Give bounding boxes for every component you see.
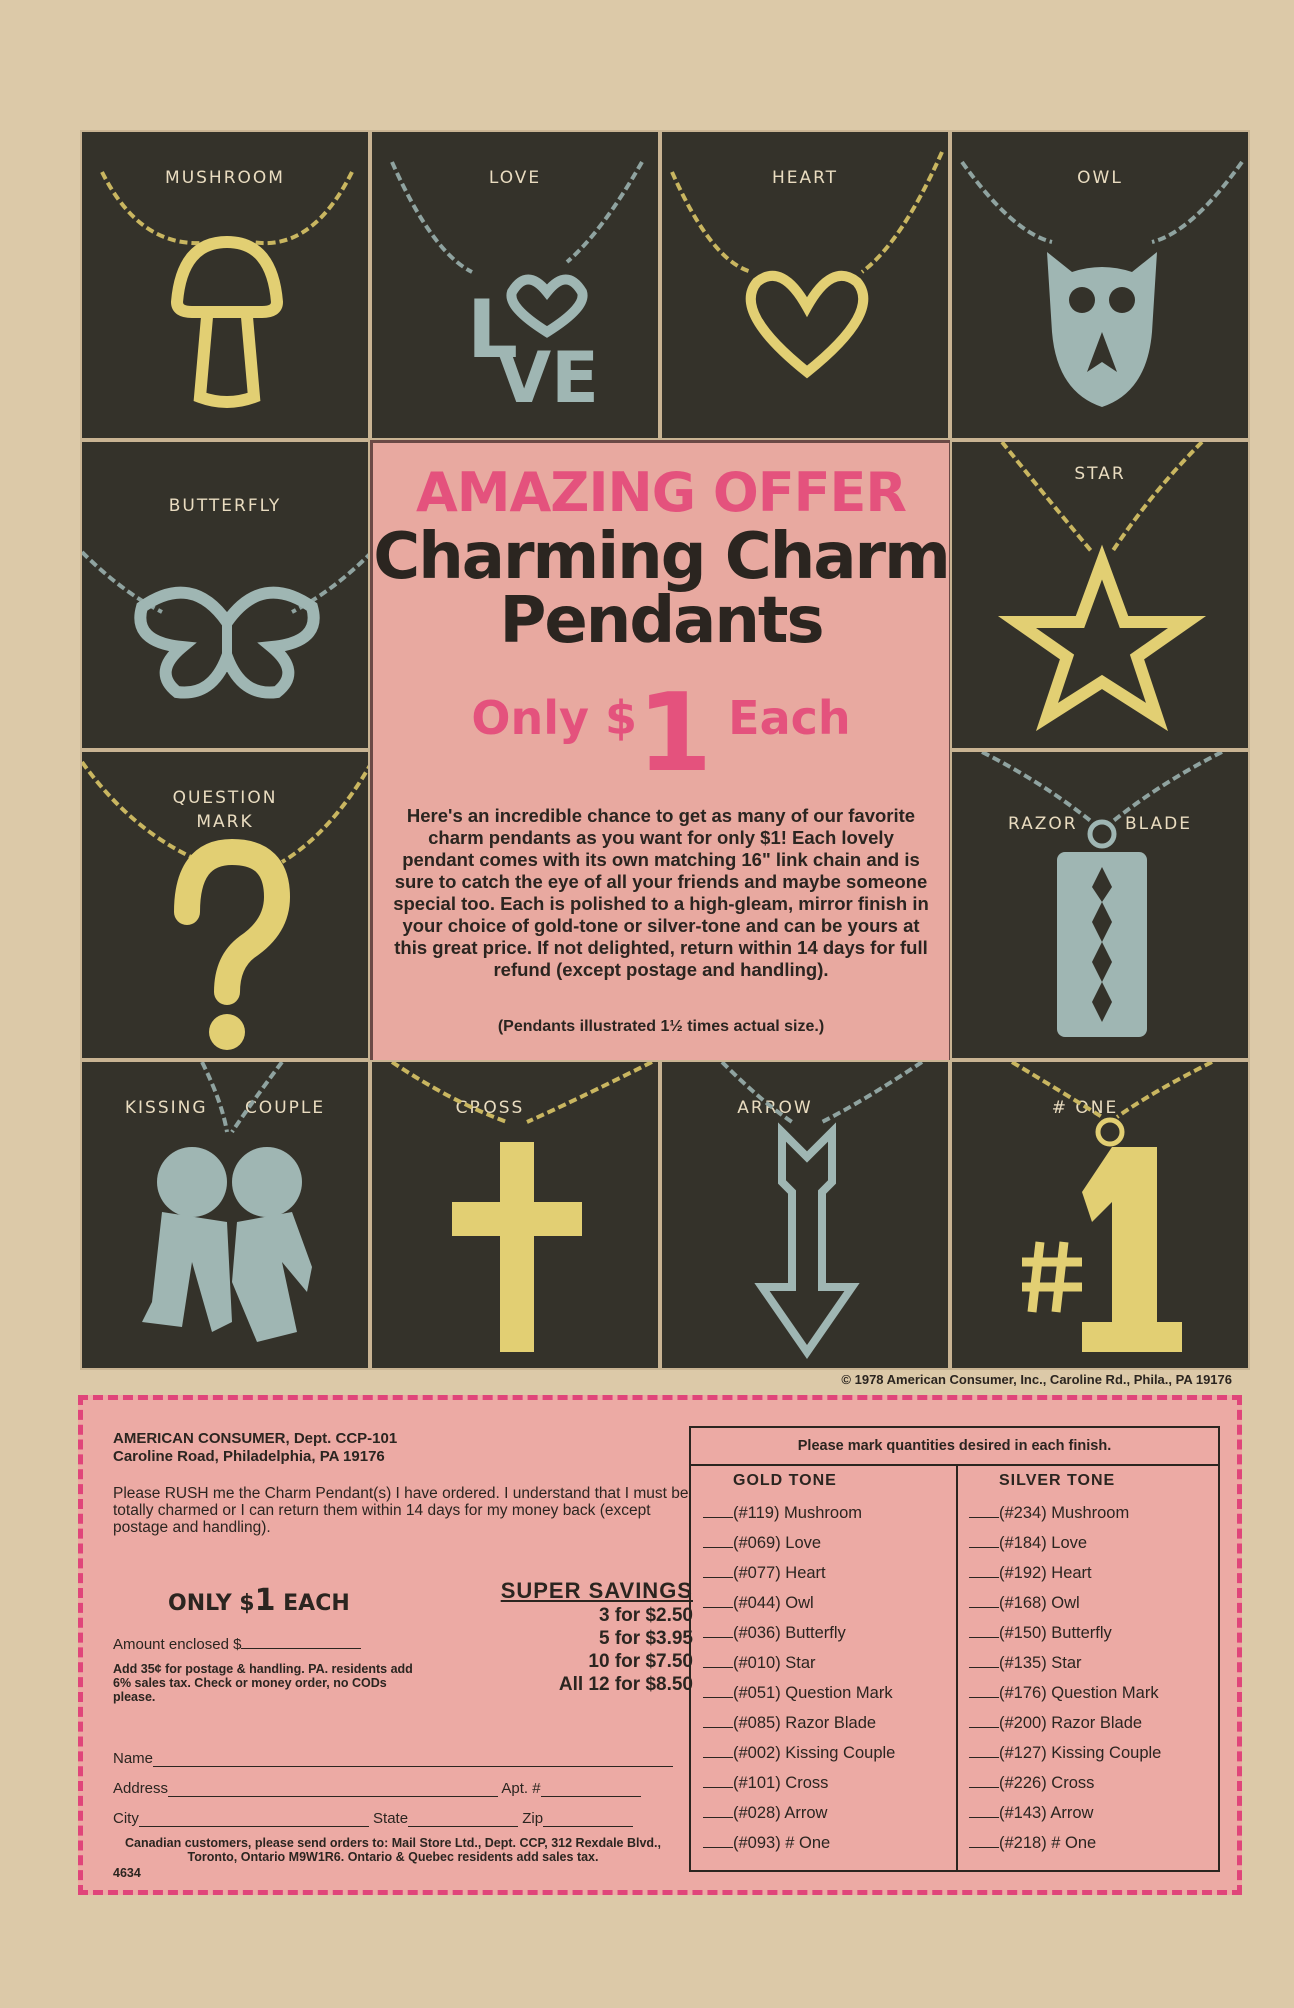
order-line-item <box>703 1558 953 1588</box>
postage-note: Add 35¢ for postage & handling. PA. residents add 6% sales tax. Check or money order, no CODs please. <box>113 1662 413 1704</box>
item-label: (#226) Cross <box>999 1774 1095 1792</box>
tile-label: ARROW <box>737 1098 813 1118</box>
tile-kissing-couple <box>80 1060 370 1370</box>
unit-price-prefix: ONLY $ <box>168 1591 255 1616</box>
svg-text:L: L <box>467 283 518 376</box>
quantity-field[interactable] <box>969 1803 999 1818</box>
order-line-item <box>703 1618 953 1648</box>
quantity-field[interactable] <box>703 1803 733 1818</box>
quantity-field[interactable] <box>969 1533 999 1548</box>
svg-text:VE: VE <box>497 337 599 419</box>
tile-label: MUSHROOM <box>165 168 285 188</box>
item-label: (#184) Love <box>999 1534 1088 1552</box>
order-line-item <box>703 1768 953 1798</box>
tile-owl <box>950 130 1250 440</box>
tile-star <box>950 440 1250 750</box>
silver-tone-column <box>969 1472 1219 1858</box>
owl-pendant-icon <box>952 132 1250 440</box>
quantity-field[interactable] <box>969 1683 999 1698</box>
quantity-field[interactable] <box>703 1743 733 1758</box>
savings-tier: All 12 for $8.50 <box>558 1674 693 1695</box>
city-row <box>113 1810 633 1827</box>
quantity-field[interactable] <box>969 1833 999 1848</box>
order-line-item <box>969 1768 1219 1798</box>
tile-heart <box>660 130 950 440</box>
state-field[interactable] <box>408 1814 518 1827</box>
order-line-item <box>703 1798 953 1828</box>
order-form-table <box>689 1426 1220 1872</box>
tile-label: HEART <box>771 168 839 188</box>
quantity-field[interactable] <box>703 1683 733 1698</box>
quantity-field[interactable] <box>969 1563 999 1578</box>
item-label: (#135) Star <box>999 1654 1082 1672</box>
item-label: (#143) Arrow <box>999 1804 1094 1822</box>
unit-price-suffix: EACH <box>283 1591 350 1616</box>
item-label: (#234) Mushroom <box>999 1504 1130 1522</box>
tile-razor-blade <box>950 750 1250 1060</box>
offer-title <box>373 520 949 658</box>
order-line-item <box>703 1708 953 1738</box>
order-line-item <box>703 1738 953 1768</box>
order-line-item <box>703 1588 953 1618</box>
ad-code: 4634 <box>113 1866 141 1880</box>
order-line-item <box>969 1618 1219 1648</box>
order-line-item <box>969 1528 1219 1558</box>
item-label: (#093) # One <box>733 1834 831 1852</box>
savings-tier: 3 for $2.50 <box>599 1605 693 1626</box>
kissing-couple-pendant-icon <box>82 1062 370 1370</box>
tile-label: # ONE <box>1051 1098 1119 1118</box>
star-pendant-icon <box>952 442 1250 750</box>
tile-label: QUESTION MARK <box>172 788 278 832</box>
order-line-item <box>969 1648 1219 1678</box>
item-label: (#192) Heart <box>999 1564 1092 1582</box>
question-mark-pendant-icon <box>82 752 370 1060</box>
quantity-field[interactable] <box>703 1713 733 1728</box>
tile-mushroom <box>80 130 370 440</box>
unit-price <box>168 1583 350 1618</box>
price-suffix: Each <box>728 691 851 745</box>
address-field[interactable] <box>168 1784 498 1797</box>
order-line-item <box>969 1678 1219 1708</box>
name-label: Name <box>113 1750 154 1767</box>
quantity-field[interactable] <box>969 1593 999 1608</box>
razor-blade-pendant-icon <box>952 752 1250 1060</box>
price-prefix: Only <box>471 691 589 745</box>
zip-label: Zip <box>522 1810 544 1827</box>
quantity-field[interactable] <box>969 1743 999 1758</box>
city-label: City <box>113 1810 139 1827</box>
quantity-field[interactable] <box>703 1773 733 1788</box>
order-line-item <box>703 1828 953 1858</box>
quantity-field[interactable] <box>969 1773 999 1788</box>
quantity-field[interactable] <box>703 1593 733 1608</box>
quantity-field[interactable] <box>703 1503 733 1518</box>
item-label: (#176) Question Mark <box>999 1684 1159 1702</box>
item-label: (#044) Owl <box>733 1594 814 1612</box>
tile-label: BUTTERFLY <box>168 496 282 516</box>
company-address: Caroline Road, Philadelphia, PA 19176 <box>113 1448 385 1465</box>
tile-question-mark <box>80 750 370 1060</box>
tile-butterfly <box>80 440 370 750</box>
order-line-item <box>969 1738 1219 1768</box>
quantity-field[interactable] <box>969 1653 999 1668</box>
gold-tone-column <box>703 1472 953 1858</box>
name-row <box>113 1750 673 1767</box>
offer-panel <box>370 440 952 1071</box>
name-field[interactable] <box>153 1754 673 1767</box>
tile-label: CROSS <box>455 1098 525 1118</box>
address-label: Address <box>113 1780 169 1797</box>
order-line-item <box>969 1708 1219 1738</box>
size-note: (Pendants illustrated 1½ times actual size.) <box>497 1018 825 1035</box>
savings-tier: 10 for $7.50 <box>588 1651 693 1672</box>
order-form-header: Please mark quantities desired in each finish. <box>691 1428 1218 1466</box>
item-label: (#200) Razor Blade <box>999 1714 1143 1732</box>
item-label: (#085) Razor Blade <box>733 1714 877 1732</box>
arrow-pendant-icon <box>662 1062 950 1370</box>
price-amount: 1 <box>636 671 713 796</box>
item-label: (#036) Butterfly <box>733 1624 846 1642</box>
order-line-item <box>969 1498 1219 1528</box>
item-label: (#150) Butterfly <box>999 1624 1112 1642</box>
order-line-item <box>969 1798 1219 1828</box>
item-label: (#168) Owl <box>999 1594 1080 1612</box>
tile-label: STAR <box>1074 464 1126 484</box>
mailing-address <box>113 1430 397 1466</box>
state-label: State <box>373 1810 409 1827</box>
quantity-field[interactable] <box>703 1563 733 1578</box>
item-label: (#101) Cross <box>733 1774 829 1792</box>
tile-number-one <box>950 1060 1250 1370</box>
canadian-note: Canadian customers, please send orders to: Mail Store Ltd., Dept. CCP, 312 Rexdale Blvd., Toronto, Ontario M9W1R6. Ontario & Quebec residents add sales tax. <box>124 1836 662 1864</box>
quantity-field[interactable] <box>969 1623 999 1638</box>
quantity-field[interactable] <box>969 1713 999 1728</box>
quantity-field[interactable] <box>703 1833 733 1848</box>
number-one-pendant-icon <box>952 1062 1250 1370</box>
order-line-item <box>703 1528 953 1558</box>
tile-label: OWL <box>1077 168 1123 188</box>
item-label: (#028) Arrow <box>733 1804 828 1822</box>
cross-pendant-icon <box>372 1062 660 1370</box>
mushroom-pendant-icon <box>82 132 370 440</box>
column-divider <box>956 1464 958 1870</box>
address-row <box>113 1780 641 1797</box>
tile-arrow <box>660 1060 950 1370</box>
quantity-field[interactable] <box>969 1503 999 1518</box>
headline: AMAZING OFFER <box>415 461 907 524</box>
zip-field[interactable] <box>543 1814 633 1827</box>
apt-field[interactable] <box>541 1784 641 1797</box>
item-label: (#010) Star <box>733 1654 816 1672</box>
heart-pendant-icon <box>662 132 950 440</box>
title-line-1: Charming Charm <box>373 520 949 594</box>
price-dollar: $ <box>604 691 637 745</box>
butterfly-pendant-icon <box>82 442 370 750</box>
unit-price-amount: 1 <box>254 1583 276 1618</box>
order-line-item <box>969 1828 1219 1858</box>
amount-enclosed <box>113 1636 413 1653</box>
apt-label: Apt. # <box>501 1780 541 1797</box>
amount-label: Amount enclosed $ <box>113 1636 242 1653</box>
quantity-field[interactable] <box>703 1533 733 1548</box>
offer-description: Here's an incredible chance to get as many of our favorite charm pendants as you want for only $1! Each lovely pendant comes with its own matching 16" link chain and is sure to catch the eye of all your friends and maybe someone special too. Each is polished to a high-gleam, mirror finish in your choice of gold-tone or silver-tone and can be yours at this great price. If not delighted, return within 14 days for full refund (except postage and handling). <box>393 805 929 980</box>
order-line-item <box>703 1648 953 1678</box>
amount-field[interactable] <box>241 1648 361 1649</box>
tile-label: RAZOR BLADE <box>1008 814 1192 834</box>
quantity-field[interactable] <box>703 1653 733 1668</box>
title-line-2: Pendants <box>499 584 823 658</box>
order-line-item <box>969 1558 1219 1588</box>
tile-love <box>370 130 660 440</box>
savings-tier: 5 for $3.95 <box>599 1628 693 1649</box>
order-line-item <box>703 1498 953 1528</box>
tile-label: LOVE <box>488 168 542 188</box>
item-label: (#069) Love <box>733 1534 822 1552</box>
company-name: AMERICAN CONSUMER, Dept. CCP-101 <box>113 1430 398 1447</box>
item-label: (#051) Question Mark <box>733 1684 893 1702</box>
order-line-item <box>703 1678 953 1708</box>
love-pendant-icon <box>372 132 660 440</box>
order-line-item <box>969 1588 1219 1618</box>
item-label: (#127) Kissing Couple <box>999 1744 1162 1762</box>
item-label: (#077) Heart <box>733 1564 826 1582</box>
super-savings-title: SUPER SAVINGS <box>500 1578 693 1603</box>
tile-cross <box>370 1060 660 1370</box>
item-label: (#119) Mushroom <box>733 1504 862 1522</box>
gold-tone-header: GOLD TONE <box>733 1472 837 1489</box>
item-label: (#218) # One <box>999 1834 1097 1852</box>
super-savings <box>453 1578 693 1696</box>
quantity-field[interactable] <box>703 1623 733 1638</box>
item-label: (#002) Kissing Couple <box>733 1744 896 1762</box>
silver-tone-header: SILVER TONE <box>999 1472 1116 1489</box>
order-instructions: Please RUSH me the Charm Pendant(s) I have ordered. I understand that I must be totally charmed or I can return them within 14 days for my money back (except postage and handling). <box>113 1485 689 1536</box>
tile-label: KISSING COUPLE <box>124 1098 326 1118</box>
order-coupon <box>78 1395 1242 1895</box>
copyright-notice: © 1978 American Consumer, Inc., Caroline Rd., Phila., PA 19176 <box>841 1372 1232 1387</box>
price-line <box>373 671 949 796</box>
city-field[interactable] <box>139 1814 369 1827</box>
